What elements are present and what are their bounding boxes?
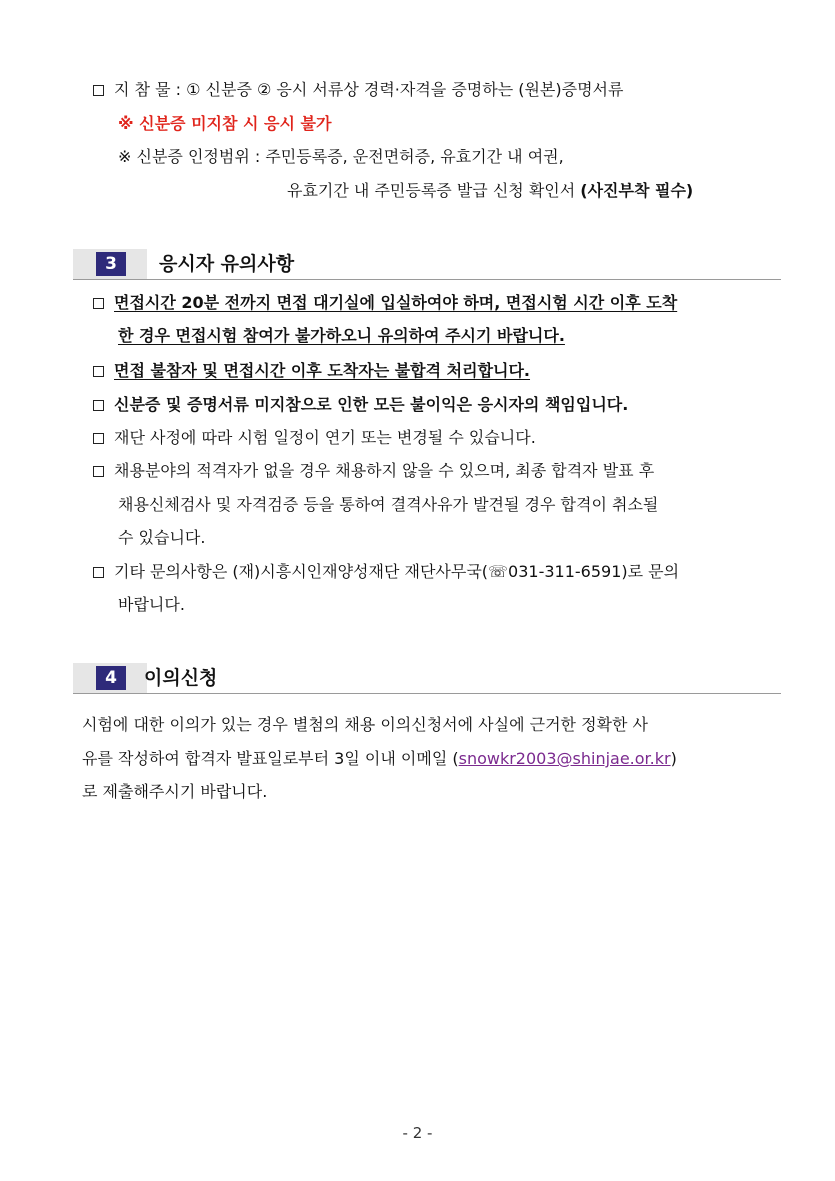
checkbox-bullet bbox=[93, 433, 104, 444]
id-range-line: ※ 신분증 인정범위 : 주민등록증, 운전면허증, 유효기간 내 여권, bbox=[118, 147, 564, 166]
notice-item: 채용분야의 적격자가 없을 경우 채용하지 않을 수 있으며, 최종 합격자 발표 후 bbox=[93, 460, 654, 482]
section-number: 3 bbox=[96, 252, 126, 276]
checkbox-bullet bbox=[93, 466, 104, 477]
appeal-text: 유를 작성하여 합격자 발표일로부터 3일 이내 이메일 (snowkr2003@shinjae.or.kr) bbox=[82, 749, 677, 768]
notice-item-cont: 수 있습니다. bbox=[118, 528, 206, 547]
notice-item-cont: 채용신체검사 및 자격검증 등을 통하여 결격사유가 발견될 경우 합격이 취소될 bbox=[118, 495, 659, 514]
id-range-line-2: 유효기간 내 주민등록증 발급 신청 확인서 (사진부착 필수) bbox=[287, 181, 694, 200]
section-3-header bbox=[73, 249, 781, 280]
notice-item: 면접 불참자 및 면접시간 이후 도착자는 불합격 처리합니다. bbox=[93, 360, 530, 382]
section-title: 이의신청 bbox=[144, 667, 218, 689]
checkbox-bullet bbox=[93, 85, 104, 96]
section-number: 4 bbox=[96, 666, 126, 690]
materials-line: 지 참 물 : ① 신분증 ② 응시 서류상 경력·자격을 증명하는 (원본)증명서류 bbox=[93, 79, 623, 101]
section-4-header bbox=[73, 663, 781, 694]
checkbox-bullet bbox=[93, 400, 104, 411]
appeal-text: 시험에 대한 이의가 있는 경우 별첨의 채용 이의신청서에 사실에 근거한 정확한 사 bbox=[82, 715, 648, 734]
notice-item: 기타 문의사항은 (재)시흥시인재양성재단 재단사무국(☏031-311-6591)로 문의 bbox=[93, 561, 679, 583]
checkbox-bullet bbox=[93, 567, 104, 578]
notice-item-cont: 한 경우 면접시험 참여가 불가하오니 유의하여 주시기 바랍니다. bbox=[118, 326, 565, 345]
notice-item: 면접시간 20분 전까지 면접 대기실에 입실하여야 하며, 면접시험 시간 이후 도착 bbox=[93, 292, 677, 314]
checkbox-bullet bbox=[93, 366, 104, 377]
appeal-text: 로 제출해주시기 바랍니다. bbox=[82, 782, 268, 801]
notice-item: 신분증 및 증명서류 미지참으로 인한 모든 불이익은 응시자의 책임입니다. bbox=[93, 394, 628, 416]
id-warning: ※ 신분증 미지참 시 응시 불가 bbox=[118, 114, 332, 133]
email-link[interactable]: snowkr2003@shinjae.or.kr bbox=[458, 749, 671, 768]
section-title: 응시자 유의사항 bbox=[159, 253, 295, 275]
notice-item: 재단 사정에 따라 시험 일정이 연기 또는 변경될 수 있습니다. bbox=[93, 427, 536, 449]
page-number: - 2 - bbox=[402, 1124, 433, 1142]
notice-item-cont: 바랍니다. bbox=[118, 595, 185, 614]
checkbox-bullet bbox=[93, 298, 104, 309]
